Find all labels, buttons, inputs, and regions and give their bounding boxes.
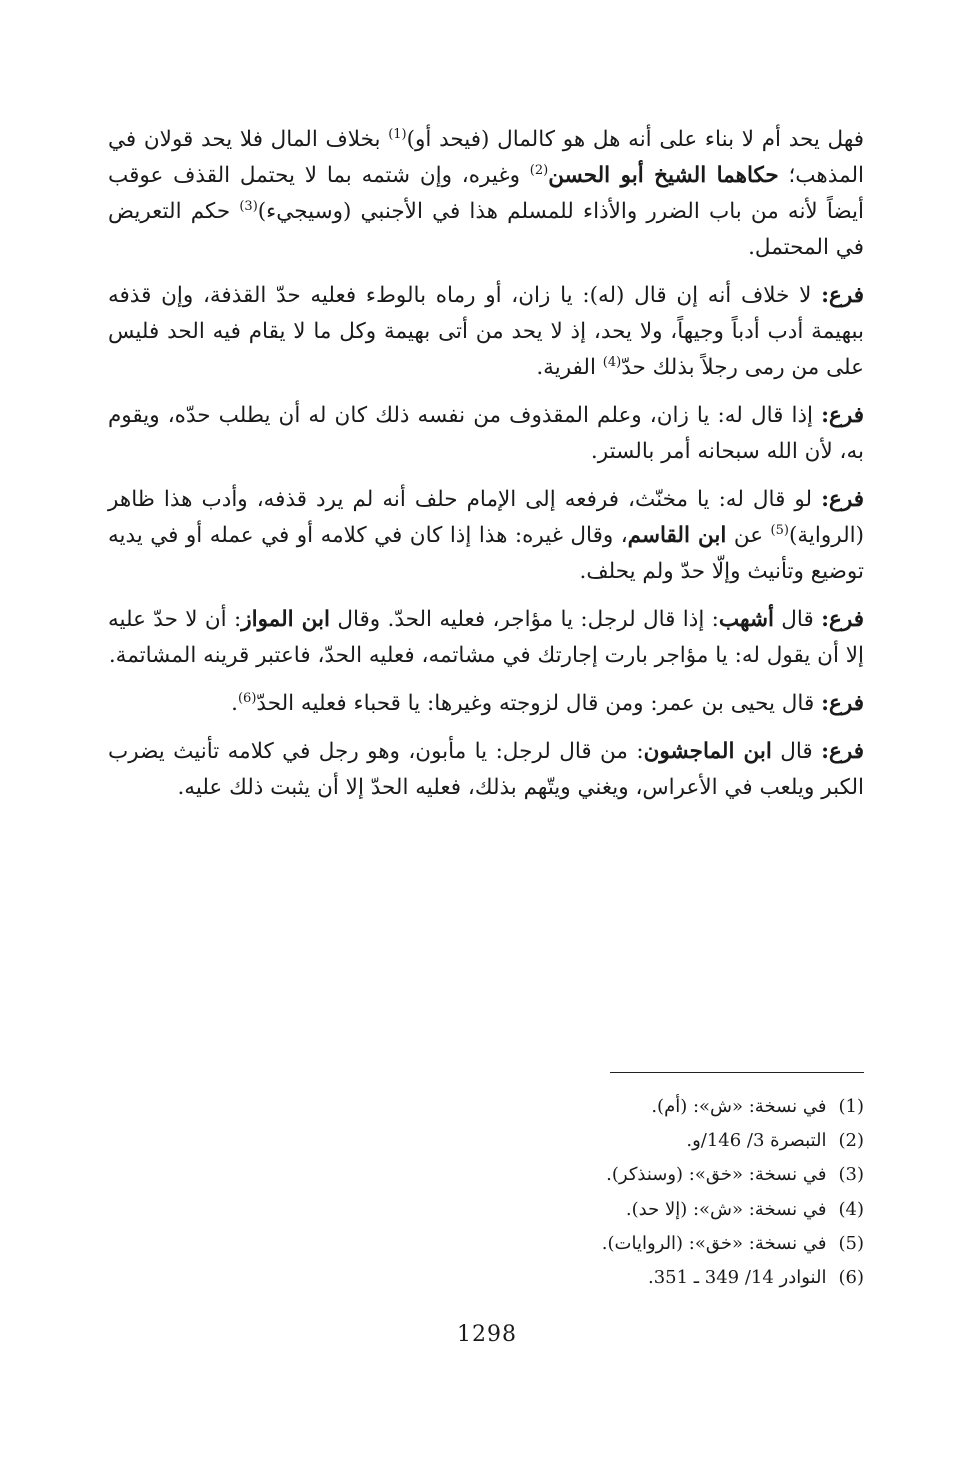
footnote — [264, 1227, 864, 1261]
bold-name: أشهب — [718, 607, 774, 632]
section-label: فرع: — [821, 739, 864, 764]
footnote — [264, 1090, 864, 1124]
paragraph — [108, 602, 864, 674]
footnote-text: في نسخة: «ش»: (أم). — [651, 1096, 827, 1117]
footnote-text: في نسخة: «ش»: (إلا حد). — [625, 1198, 827, 1220]
text-run: الفرية. — [536, 355, 603, 380]
footnote-number: (3) — [838, 1164, 864, 1186]
footnote-ref: (5) — [770, 522, 789, 538]
section-label: فرع: — [821, 607, 864, 632]
footnote-divider — [610, 1072, 864, 1073]
footnote — [264, 1158, 864, 1192]
footnote-ref: (6) — [237, 690, 257, 706]
main-text — [108, 122, 864, 806]
text-run: قال — [773, 607, 822, 632]
text-run: : من قال لرجل: يا مأبون، وهو رجل في كلامه تأنيث يضرب الكبر ويلعب في الأعراس، ويغني ويتّهم بذلك، فعليه الحدّ إلا أن يثبت ذلك عليه. — [108, 739, 864, 800]
footnote-ref: (3) — [239, 198, 258, 214]
footnote-text: التبصرة 3/ 146/و. — [686, 1130, 827, 1152]
text-run: حكم التعريض في المحتمل. — [108, 199, 864, 260]
footnote-text: في نسخة: «خق»: (وسنذكر). — [606, 1164, 827, 1186]
bold-name: ابن الماجشون — [643, 739, 772, 764]
text-run: . — [231, 691, 238, 716]
text-run: عن — [726, 523, 771, 548]
paragraph — [108, 686, 864, 722]
paragraph — [108, 482, 864, 590]
section-label: فرع: — [821, 403, 864, 428]
footnote-number: (6) — [838, 1267, 864, 1289]
footnote-number: (2) — [838, 1130, 864, 1152]
text-run: إذا قال له: يا زان، وعلم المقذوف من نفسه ذلك كان له أن يطلب حدّه، ويقوم به، لأن الله سبحانه أمر بالستر. — [108, 403, 864, 464]
section-label: فرع: — [821, 487, 864, 512]
footnote — [264, 1261, 864, 1295]
text-run: بخلاف المال فلا يحد قولان في المذهب؛ — [108, 127, 864, 188]
footnote-number: (1) — [838, 1096, 864, 1117]
text-run: : أن لا حدّ عليه إلا أن يقول له: يا مؤاجر بارت إجارتك في مشاتمه، فعليه الحدّ، فاعتبر قرينه المشاتمة. — [108, 607, 864, 668]
bold-name: حكاهما الشيخ أبو الحسن — [548, 163, 779, 188]
text-run: فهل يحد أم لا بناء على أنه هل هو كالمال (فيحد أو) — [406, 127, 865, 152]
footnote-ref: (2) — [529, 162, 549, 178]
footnotes — [264, 1090, 864, 1295]
text-run: قال — [771, 739, 822, 764]
bold-name: ابن المواز — [241, 607, 330, 632]
paragraph — [108, 398, 864, 470]
footnote — [264, 1193, 864, 1227]
bold-name: ابن القاسم — [627, 523, 727, 548]
text-run: لو قال له: يا مخنّث، فرفعه إلى الإمام حلف أنه لم يرد قذفه، وأدب هذا ظاهر (الرواية) — [108, 487, 864, 548]
text-run: وغيره، وإن شتمه بما لا يحتمل القذف عوقب أيضاً لأنه من باب الضرر والأذاء للمسلم هذا في الأجنبي (وسيجيء) — [108, 163, 864, 224]
text-run: ، وقال غيره: هذا إذا كان في كلامه أو في عمله أو في يديه توضيع وتأنيث وإلّا حدّ ولم يحلف. — [108, 523, 864, 584]
section-label: فرع: — [821, 691, 864, 716]
footnote-number: (4) — [838, 1198, 864, 1220]
footnote — [264, 1124, 864, 1158]
section-label: فرع: — [821, 283, 864, 308]
footnote-text: في نسخة: «خق»: (الروايات). — [601, 1232, 827, 1254]
text-run: : إذا قال لرجل: يا مؤاجر، فعليه الحدّ. وقال — [329, 607, 719, 632]
footnote-ref: (4) — [602, 354, 622, 370]
paragraph — [108, 278, 864, 386]
footnote-ref: (1) — [388, 126, 407, 142]
paragraph — [108, 734, 864, 806]
footnote-text: النوادر 14/ 349 ـ 351. — [647, 1267, 827, 1289]
text-run: قال يحيى بن عمر: ومن قال لزوجته وغيرها: يا قحباء فعليه الحدّ — [256, 691, 822, 716]
footnote-number: (5) — [838, 1232, 864, 1254]
text-run: لا خلاف أنه إن قال (له): يا زان، أو رماه بالوطء فعليه حدّ القذفة، وإن قذفه ببهيمة أدب أدباً وجيهاً، ولا يحد، إذ لا يحد من أتى بهيمة وكل ما لا يقام فيه الحد فليس على من رمى رجلاً بذلك حدّ — [108, 283, 864, 380]
page-number: 1298 — [457, 1322, 517, 1347]
paragraph — [108, 122, 864, 266]
